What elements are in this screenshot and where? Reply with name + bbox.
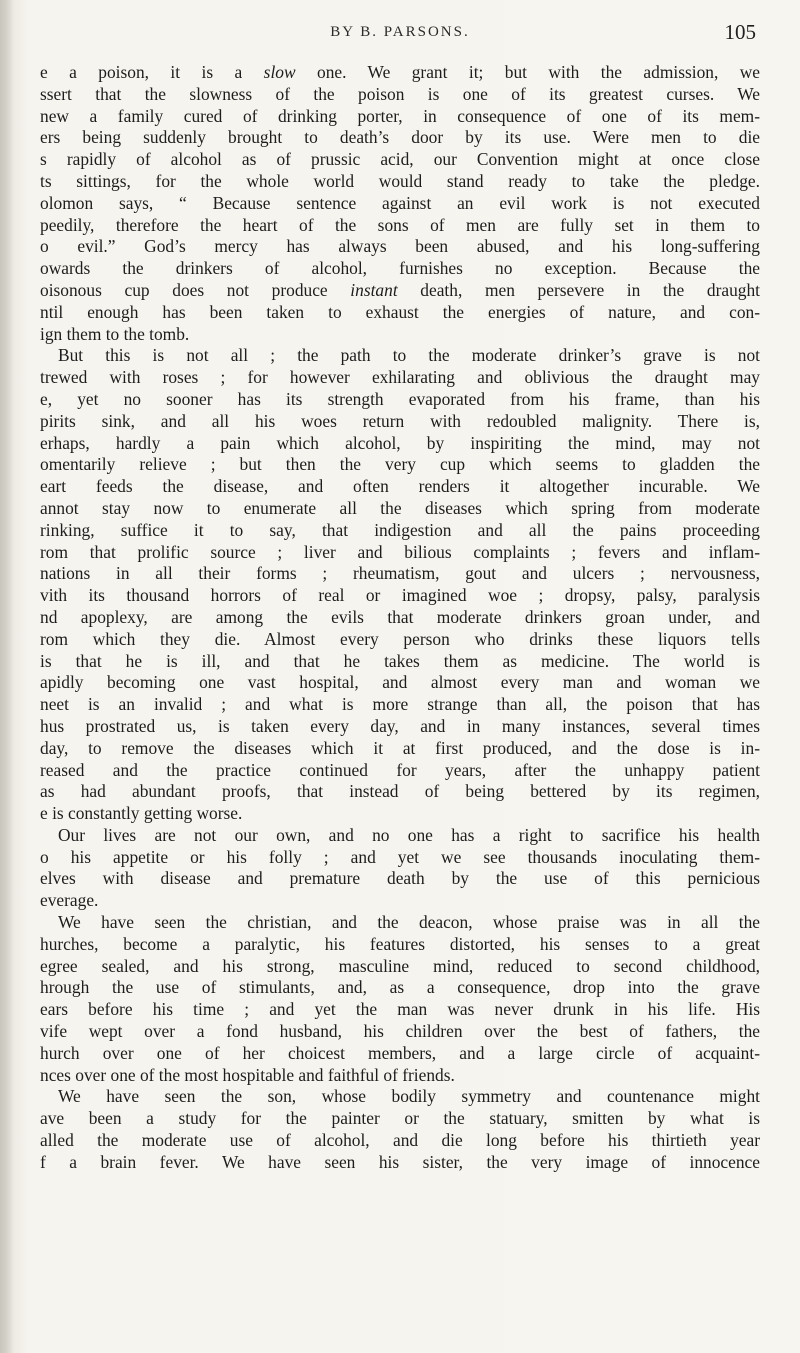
text-line: nd apoplexy, are among the evils that moderate drinkers groan under, and bbox=[40, 606, 760, 627]
text-line: ssert that the slowness of the poison is one of its greatest curses. We bbox=[40, 83, 760, 104]
text-line: as had abundant proofs, that instead of being bettered by its regimen, bbox=[40, 781, 760, 802]
text-line: vife wept over a fond husband, his children over the best of fathers, the bbox=[40, 1021, 760, 1042]
text-line: ave been a study for the painter or the statuary, smitten by what is bbox=[40, 1108, 760, 1129]
body-text bbox=[40, 62, 760, 1322]
text-line: e is constantly getting worse. bbox=[40, 803, 243, 824]
text-line: olomon says, “ Because sentence against an evil work is not executed bbox=[40, 192, 760, 213]
italic-emphasis: instant bbox=[350, 279, 398, 300]
text-line: Our lives are not our own, and no one has a right to sacrifice his health bbox=[58, 824, 760, 845]
text-line: nations in all their forms ; rheumatism, gout and ulcers ; nervousness, bbox=[40, 563, 760, 584]
text-line: ntil enough has been taken to exhaust the energies of nature, and con- bbox=[40, 301, 760, 322]
text-line: hurches, become a paralytic, his features distorted, his senses to a great bbox=[40, 933, 760, 954]
text-line: But this is not all ; the path to the moderate drinker’s grave is not bbox=[58, 345, 760, 366]
running-title: BY B. PARSONS. bbox=[330, 24, 470, 40]
text-line: apidly becoming one vast hospital, and almost every man and woman we bbox=[40, 672, 760, 693]
text-line: s rapidly of alcohol as of prussic acid, our Convention might at once close bbox=[40, 149, 760, 170]
text-line: hurch over one of her choicest members, and a large circle of acquaint- bbox=[40, 1042, 760, 1063]
text-line: trewed with roses ; for however exhilarating and oblivious the draught may bbox=[40, 367, 760, 388]
text-line: erhaps, hardly a pain which alcohol, by inspiriting the mind, may not bbox=[40, 432, 760, 453]
text-line: nces over one of the most hospitable and faithful of friends. bbox=[40, 1064, 455, 1085]
text-line: rom that prolific source ; liver and bilious complaints ; fevers and inflam- bbox=[40, 541, 760, 562]
text-line: rinking, suffice it to say, that indigestion and all the pains proceeding bbox=[40, 519, 760, 540]
text-line: We have seen the son, whose bodily symmetry and countenance might bbox=[58, 1086, 760, 1107]
text-line: hrough the use of stimulants, and, as a consequence, drop into the grave bbox=[40, 977, 760, 998]
text-line: ers being suddenly brought to death’s door by its use. Were men to die bbox=[40, 127, 760, 148]
text-line: day, to remove the diseases which it at first produced, and the dose is in- bbox=[40, 737, 760, 758]
text-line: annot stay now to enumerate all the diseases which spring from moderate bbox=[40, 497, 760, 518]
text-line: oisonous cup does not produce instant death, men persevere in the draught bbox=[40, 279, 760, 300]
text-line: alled the moderate use of alcohol, and die long before his thirtieth year bbox=[40, 1130, 760, 1151]
text-line: elves with disease and premature death by the use of this pernicious bbox=[40, 868, 760, 889]
text-line: ears before his time ; and yet the man was never drunk in his life. His bbox=[40, 999, 760, 1020]
binding-shadow bbox=[0, 0, 14, 1353]
text-line: e, yet no sooner has its strength evaporated from his frame, than his bbox=[40, 388, 760, 409]
text-line: eart feeds the disease, and often renders it altogether incurable. We bbox=[40, 476, 760, 497]
text-line: owards the drinkers of alcohol, furnishes no exception. Because the bbox=[40, 258, 760, 279]
text-line: We have seen the christian, and the deacon, whose praise was in all the bbox=[58, 912, 760, 933]
running-header bbox=[0, 20, 800, 50]
text-line: ts sittings, for the whole world would stand ready to take the pledge. bbox=[40, 170, 760, 191]
text-line: egree sealed, and his strong, masculine mind, reduced to second childhood, bbox=[40, 955, 760, 976]
text-line: is that he is ill, and that he takes them as medicine. The world is bbox=[40, 650, 760, 671]
text-line: o his appetite or his folly ; and yet we see thousands inoculating them- bbox=[40, 846, 760, 867]
text-line: omentarily relieve ; but then the very cup which seems to gladden the bbox=[40, 454, 760, 475]
text-line: neet is an invalid ; and what is more strange than all, the poison that has bbox=[40, 694, 760, 715]
text-line: hus prostrated us, is taken every day, and in many instances, several times bbox=[40, 715, 760, 736]
text-line: o evil.” God’s mercy has always been abused, and his long-suffering bbox=[40, 236, 760, 257]
text-line: everage. bbox=[40, 890, 99, 911]
text-line: e a poison, it is a slow one. We grant it; but with the admission, we bbox=[40, 62, 760, 82]
text-line: ign them to the tomb. bbox=[40, 323, 190, 344]
page-number: 105 bbox=[724, 20, 756, 44]
text-line: pirits sink, and all his woes return with redoubled malignity. There is, bbox=[40, 410, 760, 431]
text-line: vith its thousand horrors of real or imagined woe ; dropsy, palsy, paralysis bbox=[40, 585, 760, 606]
italic-emphasis: slow bbox=[263, 62, 296, 82]
text-line: peedily, therefore the heart of the sons of men are fully set in them to bbox=[40, 214, 760, 235]
text-line: new a family cured of drinking porter, in consequence of one of its mem- bbox=[40, 105, 760, 126]
text-line: rom which they die. Almost every person who drinks these liquors tells bbox=[40, 628, 760, 649]
text-line: f a brain fever. We have seen his sister, the very image of innocence bbox=[40, 1151, 760, 1172]
text-line: reased and the practice continued for years, after the unhappy patient bbox=[40, 759, 760, 780]
